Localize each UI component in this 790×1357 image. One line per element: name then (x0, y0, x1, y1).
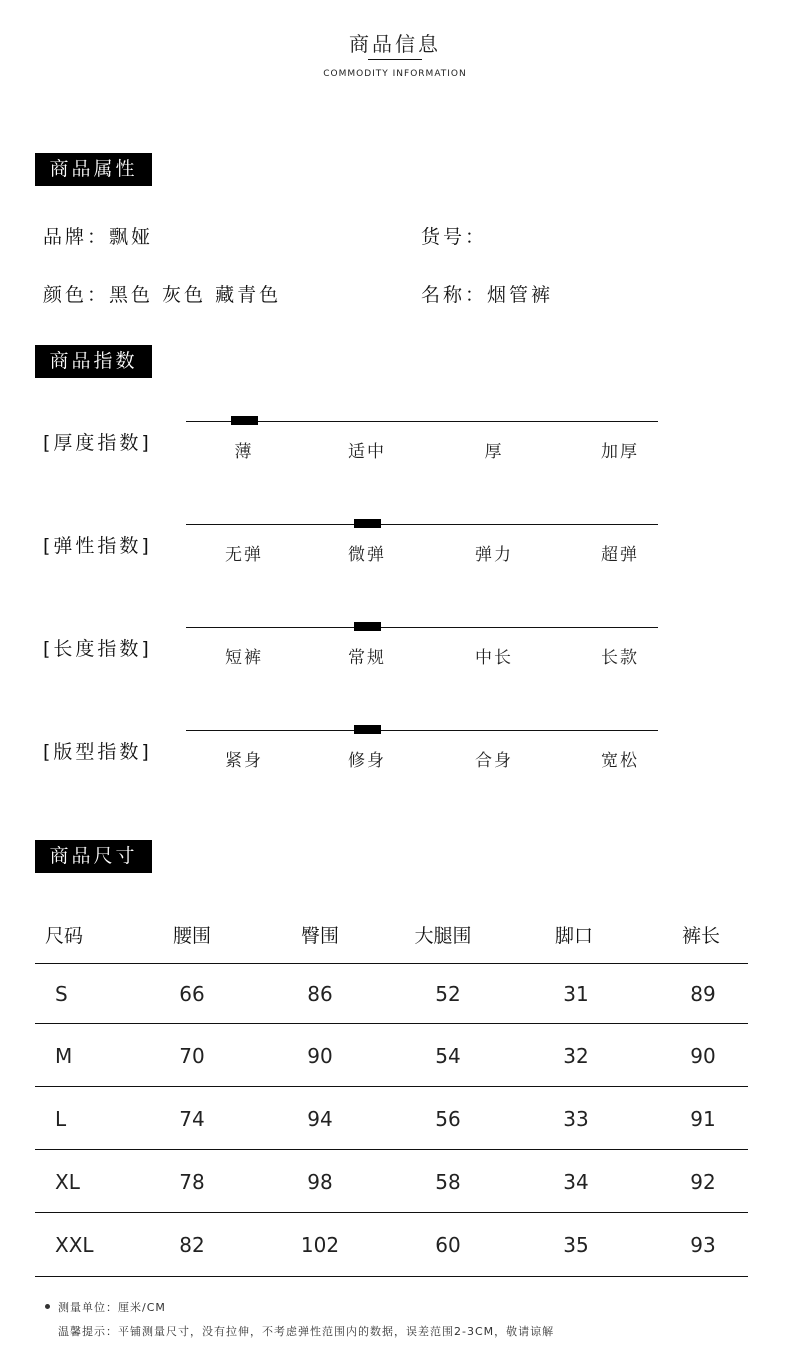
table-header-hem: 脚口 (554, 925, 593, 947)
table-cell: 91 (690, 1107, 716, 1131)
table-cell: 89 (690, 982, 716, 1006)
name-value: 烟管裤 (487, 284, 554, 306)
index-option: 合身 (475, 751, 513, 771)
table-cell: 98 (307, 1170, 333, 1194)
table-header-length: 裤长 (681, 925, 720, 947)
table-cell: 90 (690, 1044, 716, 1068)
index-marker (231, 416, 258, 425)
table-cell: 52 (435, 982, 461, 1006)
table-cell: 92 (690, 1170, 716, 1194)
index-option: 宽松 (601, 751, 639, 771)
index-option: 紧身 (225, 751, 263, 771)
name-attribute (421, 280, 553, 307)
index-option: 微弹 (348, 545, 386, 565)
color-value: 黑色 灰色 藏青色 (109, 284, 282, 306)
table-cell: 74 (179, 1107, 205, 1131)
table-cell: 54 (435, 1044, 461, 1068)
title-underline (368, 59, 422, 60)
index-option: 薄 (234, 442, 254, 462)
table-cell: 102 (300, 1233, 340, 1257)
section-heading-index: 商品指数 (35, 345, 152, 378)
index-option: 无弹 (225, 545, 263, 565)
table-divider (35, 1276, 748, 1277)
index-label-thickness: [厚度指数] (43, 432, 152, 454)
table-divider (35, 1149, 748, 1150)
brand-label: 品牌： (43, 226, 110, 248)
color-attribute (43, 280, 281, 307)
tip-note: 温馨提示：平铺测量尺寸，没有拉伸，不考虑弹性范围内的数据，误差范围2-3CM，敬请谅解 (58, 1325, 555, 1338)
brand-attribute (43, 222, 153, 249)
table-cell-size: L (55, 1107, 67, 1131)
table-cell: 34 (563, 1170, 589, 1194)
index-option: 加厚 (601, 442, 639, 462)
table-cell-size: XL (55, 1170, 80, 1194)
table-divider (35, 963, 748, 964)
index-option: 弹力 (475, 545, 513, 565)
name-label: 名称： (421, 284, 488, 306)
table-cell-size: XXL (55, 1233, 94, 1257)
section-heading-attributes: 商品属性 (35, 153, 152, 186)
section-heading-size: 商品尺寸 (35, 840, 152, 873)
bullet-dot-icon (45, 1304, 50, 1309)
table-cell: 94 (307, 1107, 333, 1131)
index-option: 厚 (484, 442, 504, 462)
table-header-waist: 腰围 (172, 925, 211, 947)
index-scale-line (186, 730, 658, 731)
brand-value: 飘娅 (109, 226, 154, 248)
table-cell: 33 (563, 1107, 589, 1131)
index-marker (354, 622, 381, 631)
sku-label: 货号： (421, 226, 488, 248)
index-marker (354, 725, 381, 734)
table-cell: 70 (179, 1044, 205, 1068)
table-cell-size: M (55, 1044, 73, 1068)
table-divider (35, 1086, 748, 1087)
index-option: 修身 (348, 751, 386, 771)
index-option: 长款 (601, 648, 639, 668)
table-cell: 78 (179, 1170, 205, 1194)
index-label-length: [长度指数] (43, 638, 152, 660)
table-divider (35, 1212, 748, 1213)
sku-attribute (421, 222, 487, 249)
table-cell: 93 (690, 1233, 716, 1257)
table-cell: 82 (179, 1233, 205, 1257)
page-title: 商品信息 (349, 32, 441, 56)
table-header-size: 尺码 (45, 925, 84, 947)
table-cell: 32 (563, 1044, 589, 1068)
index-option: 适中 (348, 442, 386, 462)
table-cell: 31 (563, 982, 589, 1006)
table-cell: 60 (435, 1233, 461, 1257)
index-option: 中长 (475, 648, 513, 668)
color-label: 颜色： (43, 284, 110, 306)
table-cell: 58 (435, 1170, 461, 1194)
index-scale-line (186, 524, 658, 525)
table-cell: 35 (563, 1233, 589, 1257)
index-option: 常规 (348, 648, 386, 668)
table-cell: 86 (307, 982, 333, 1006)
table-header-hip: 臀围 (300, 925, 339, 947)
index-label-fit: [版型指数] (43, 741, 152, 763)
index-label-elasticity: [弹性指数] (43, 535, 152, 557)
table-cell: 66 (179, 982, 205, 1006)
index-option: 超弹 (601, 545, 639, 565)
table-cell-size: S (55, 982, 68, 1006)
table-cell: 90 (307, 1044, 333, 1068)
index-option: 短裤 (225, 648, 263, 668)
unit-note: 测量单位：厘米/CM (58, 1301, 166, 1314)
index-marker (354, 519, 381, 528)
page-subtitle: COMMODITY INFORMATION (323, 69, 467, 79)
table-header-thigh: 大腿围 (414, 925, 472, 947)
index-scale-line (186, 627, 658, 628)
table-cell: 56 (435, 1107, 461, 1131)
table-divider (35, 1023, 748, 1024)
